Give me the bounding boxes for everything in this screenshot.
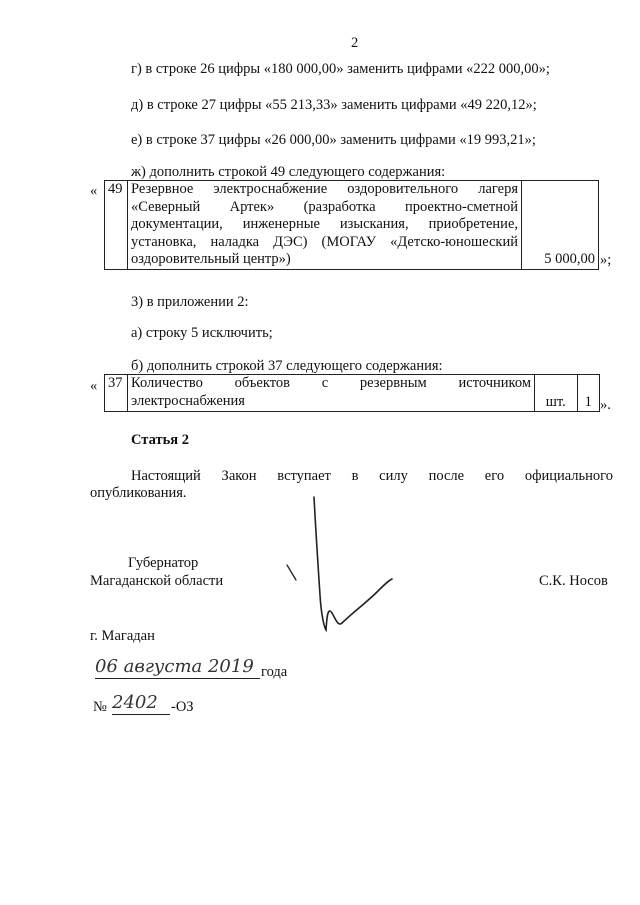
date-handwritten: 06 августа 2019 [95, 656, 260, 679]
table2-line: электроснабжения [131, 392, 245, 409]
item-e: е) в строке 37 цифры «26 000,00» заменить цифрами «19 993,21»; [131, 132, 536, 148]
place: г. Магадан [90, 628, 155, 644]
table2-value: 1 [577, 375, 599, 412]
item-3: 3) в приложении 2: [131, 294, 249, 310]
table1-open-quote: « [90, 183, 98, 199]
governor-name: С.К. Носов [539, 573, 608, 589]
item-zh: ж) дополнить строкой 49 следующего содержания: [131, 164, 446, 180]
table1-line: «Северный Артек» (разработка проектно-сметной [131, 198, 518, 215]
number-prefix: № [93, 699, 107, 715]
item-g: г) в строке 26 цифры «180 000,00» заменить цифрами «222 000,00»; [131, 61, 550, 77]
table1-line: Резервное электроснабжение оздоровительного лагеря [131, 181, 518, 197]
article-2-text-line1: Настоящий Закон вступает в силу после его официального [131, 468, 613, 484]
table1-num: 49 [105, 181, 128, 270]
number-handwritten: 2402 [112, 692, 170, 715]
table1-line: оздоровительный центр») [131, 251, 291, 267]
date-suffix: года [261, 664, 288, 680]
signature-image [280, 495, 420, 645]
item-b: б) дополнить строкой 37 следующего содержания: [131, 358, 443, 374]
table2-line: Количество объектов с резервным источником [131, 375, 531, 391]
table1-line: документации, инженерные изыскания, приобретение, [131, 216, 518, 232]
article-2-heading: Статья 2 [131, 432, 189, 448]
table1-amount: 5 000,00 [522, 181, 599, 270]
article-2-text-line2: опубликования. [90, 485, 187, 501]
table1-line: установка, наладка ДЭС) (МОГАУ «Детско-юношеский [131, 233, 518, 250]
page-number: 2 [351, 35, 359, 51]
table1-close: »; [600, 252, 612, 268]
table1-description [128, 181, 522, 270]
table2-open-quote: « [90, 378, 98, 394]
number-suffix: -ОЗ [171, 699, 194, 715]
governor-title-line2: Магаданской области [90, 573, 224, 589]
table2-unit: шт. [535, 375, 578, 412]
table2-description [128, 375, 535, 412]
table1 [104, 180, 599, 270]
table2-num: 37 [105, 375, 128, 412]
item-d: д) в строке 27 цифры «55 213,33» заменить цифрами «49 220,12»; [131, 97, 537, 113]
item-a: а) строку 5 исключить; [131, 325, 273, 341]
table2 [104, 374, 600, 412]
table2-close: ». [600, 397, 611, 413]
governor-title-line1: Губернатор [128, 555, 199, 571]
